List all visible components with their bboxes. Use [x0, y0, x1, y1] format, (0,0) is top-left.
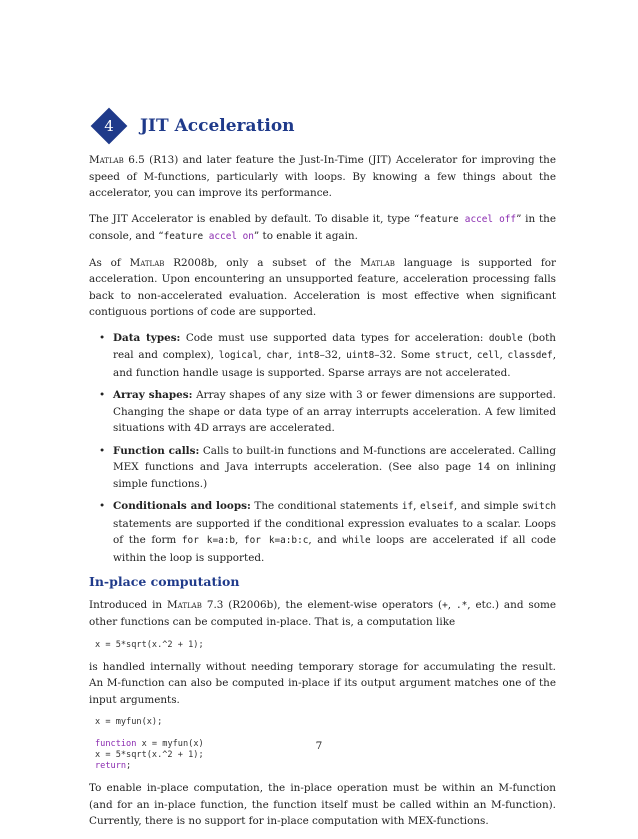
item-label: Function calls: — [113, 444, 200, 457]
inline-code: int8 — [296, 350, 320, 361]
inline-code: classdef — [507, 350, 553, 361]
code-keyword: return — [95, 761, 127, 771]
text-fragment: and function handle usage is supported. Sparse arrays are not accelerated. — [113, 366, 511, 379]
code-string: accel on — [208, 231, 254, 242]
paragraph-inplace-intro: Introduced in Matlab 7.3 (R2006b), the element-wise operators (+, .*, etc.) and some other functions can be computed in-place. That is, a computation like — [89, 598, 556, 628]
section-heading — [90, 110, 550, 144]
text-fragment: As of — [89, 256, 121, 269]
inline-code: while — [342, 535, 371, 546]
text-fragment: and simple — [460, 500, 519, 512]
matlab-name: Matlab — [360, 256, 395, 269]
text-fragment: , etc.) and some other functions can be computed in-place. That is, a computation like — [89, 598, 556, 628]
paragraph-inplace-enable: To enable in-place computation, the in-place operation must be within an M-function (and for an in-place function, the function itself must be called within an M-function). Currently, there is no support for in-place computation with MEX-functions. — [89, 782, 556, 827]
body-text — [89, 152, 556, 839]
code-line: x = 5*sqrt(x.^2 + 1); — [95, 639, 204, 650]
text-fragment: R2008b, only a subset of the — [173, 256, 352, 269]
bullet-icon: • — [99, 331, 106, 344]
paragraph-inplace-detail: is handled internally without needing temporary storage for accumulating the result. An M-function can also be computed in-place if its output argument matches one of the input arguments. — [89, 660, 556, 706]
paragraph-intro — [89, 152, 556, 202]
bullet-icon: • — [99, 500, 106, 512]
text-fragment: (both real and complex), — [113, 331, 556, 361]
bullet-icon: • — [99, 444, 106, 457]
paragraph-text: 6.5 (R13) and later feature the Just-In-Time (JIT) Accelerator for improving the speed of M-functions, particularly with loops. By knowing a few things about the accelerator, you can improve its performance. — [89, 154, 556, 199]
inline-code: switch — [522, 501, 556, 512]
matlab-name: Matlab — [89, 154, 124, 166]
bullet-icon: • — [99, 389, 106, 401]
code-keyword: feature — [419, 213, 459, 225]
matlab-name: Matlab — [129, 256, 165, 269]
text-fragment: –32, — [319, 349, 342, 361]
paragraph-subset — [89, 255, 556, 321]
text-fragment: language is supported for acceleration. Upon encountering an unsupported feature, acceleration processing falls back to non-accelerated evaluation. Acceleration is most effective when significant contiguous portions of code are supported. — [89, 256, 556, 318]
inline-code: char — [266, 350, 289, 361]
inline-code: for k=a:b — [181, 535, 236, 546]
item-label: Array shapes: — [113, 389, 193, 401]
text-fragment: Array shapes of any size with 3 or fewer dimensions are supported. Changing the shape or data type of an array interrupts acceleration. A few limited situations with 4D arrays are accelerated. — [113, 389, 556, 434]
inline-code: + — [442, 599, 448, 611]
list-item-conditionals: • Conditionals and loops: The conditional statements if, elseif, and simple switch statements are supported if the conditional expression evaluates to a scalar. Loops of the form for k=a:b, for k=a:b:c, and while loops are accelerated if all code within the loop is supported. — [99, 500, 556, 564]
text-fragment: The JIT Accelerator is enabled by default. To disable it, type “ — [89, 212, 420, 225]
inline-code: logical — [218, 350, 259, 361]
matlab-name: Matlab — [167, 598, 202, 611]
list-item-data-types: • Data types: Code must use supported data types for acceleration: double (both real and complex), logical, char, int8–32, uint8–32. Some struct, cell, classdef, and function handle usage is supported. Sparse arrays are not accelerated. — [99, 331, 557, 379]
code-line: x = 5*sqrt(x.^2 + 1); — [95, 750, 204, 760]
inline-code: .* — [455, 599, 468, 611]
inline-code: for k=a:b:c — [243, 535, 309, 546]
text-fragment: Calls to built-in functions and M-functions are accelerated. Calling MEX functions and Java interrupts acceleration. (See also page 14 on inlining simple functions.) — [113, 444, 556, 490]
code-line: ; — [126, 761, 132, 771]
item-label: Conditionals and loops: — [113, 500, 251, 512]
section-number: 4 — [104, 117, 114, 135]
code-string: accel off — [464, 213, 517, 225]
inline-code — [164, 231, 254, 242]
inline-code: struct — [434, 350, 469, 361]
code-keyword: function — [95, 739, 137, 749]
list-item-array-shapes — [89, 387, 556, 437]
subsection-title: In-place computation — [89, 574, 240, 589]
inline-code: elseif — [420, 501, 454, 512]
inline-code: if — [401, 501, 414, 512]
text-fragment: Code must use supported data types for acceleration: — [185, 331, 484, 344]
code-keyword: feature — [163, 231, 204, 242]
text-fragment: ” in the console, and “ — [89, 212, 556, 242]
item-label: Data types: — [113, 331, 181, 344]
feature-list — [89, 330, 556, 567]
inline-code — [419, 214, 516, 225]
section-title: JIT Acceleration — [140, 116, 295, 136]
code-block-1 — [95, 640, 556, 651]
inline-code: cell — [476, 350, 500, 361]
text-fragment: 7.3 (R2006b), the element-wise operators ( — [206, 598, 443, 611]
text-fragment: –32. Some — [374, 349, 431, 361]
text-fragment: Introduced in — [89, 598, 163, 611]
text-fragment: The conditional statements — [254, 500, 399, 512]
text-fragment: loops are accelerated if all code within the loop is supported. — [113, 534, 556, 564]
page-number: 7 — [315, 740, 323, 752]
code-line: x = myfun(x) — [136, 739, 204, 749]
inline-code: double — [488, 332, 523, 344]
paragraph-enable — [89, 211, 556, 246]
text-fragment: ” to enable it again. — [253, 230, 358, 242]
text-fragment: statements are supported if the conditional expression evaluates to a scalar. Loops of the form — [113, 517, 556, 546]
text-fragment: and — [317, 534, 337, 546]
list-item-function-calls — [89, 443, 556, 493]
inline-code: uint8 — [346, 350, 375, 361]
code-line: x = myfun(x); — [95, 717, 163, 727]
